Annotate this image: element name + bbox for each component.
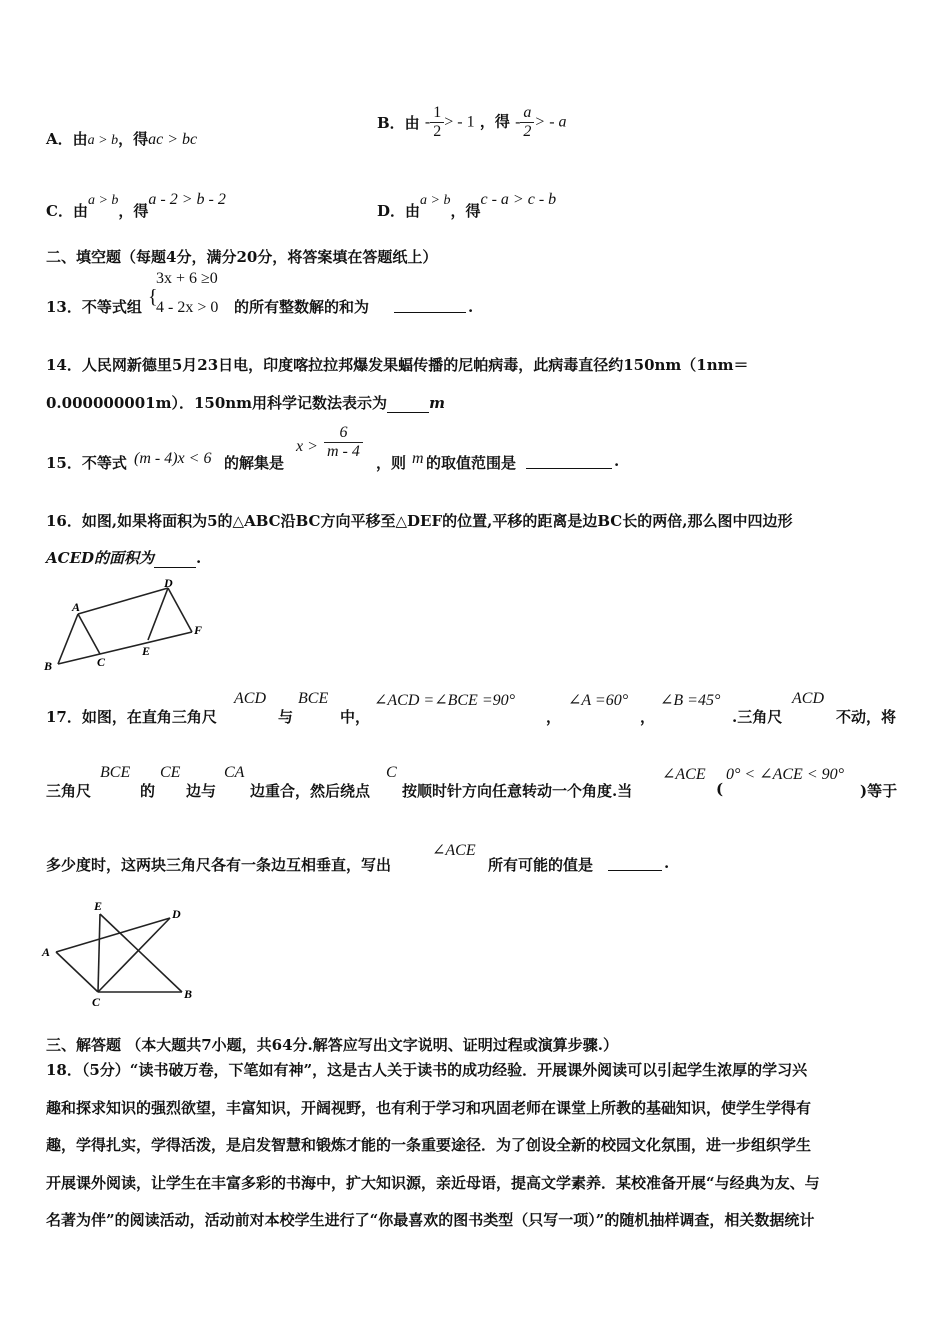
question-17-line3: 多少度时，这两块三角尺各有一条边互相垂直，写出 ∠ACE 所有可能的值是 . bbox=[46, 842, 670, 874]
q18-line: 开展课外阅读，让学生在丰富多彩的书海中，扩大知识源，亲近母语，提高文学素养．某校准备开展“与经典为友、与 bbox=[46, 1173, 820, 1192]
fig16-label-d: D bbox=[164, 576, 173, 590]
section-2-heading: 二、填空题（每题4分，满分20分，将答案填在答题纸上） bbox=[46, 248, 438, 266]
question-17-line2: 三角尺 BCE 的 CE 边与 CA 边重合，然后绕点 C 按顺时针方向任意转动一个角度.当 ∠ACE ( 0° < ∠ACE < 90° )等于 bbox=[46, 764, 898, 800]
fig17-label-d: D bbox=[172, 907, 181, 921]
question-18 bbox=[46, 1052, 820, 1240]
option-a: A．由a > b，得ac > bc bbox=[46, 130, 198, 148]
answer-blank-16[interactable] bbox=[154, 549, 196, 568]
fig17-label-e: E bbox=[94, 899, 103, 913]
question-14-line1: 14．人民网新德里5月23日电，印度喀拉拉邦爆发果蝠传播的尼帕病毒，此病毒直径约150nm（1nm＝ bbox=[46, 356, 749, 374]
option-c: C．由a > b，得a - 2 > b - 2 bbox=[46, 191, 226, 220]
section-3-heading: 三、解答题 （本大题共7小题，共64分.解答应写出文字说明、证明过程或演算步骤.） bbox=[46, 1036, 618, 1054]
question-14-line2: 0.000000001m）．150nm用科学记数法表示为 m bbox=[46, 394, 445, 412]
fig16-label-b: B bbox=[44, 659, 53, 673]
figure-16-parallelogram bbox=[40, 574, 220, 674]
fig16-label-a: A bbox=[72, 600, 81, 614]
q18-line: 名著为伴”的阅读活动，活动前对本校学生进行了“你最喜欢的图书类型（只写一项）”的随机抽样调查，相关数据统计 bbox=[46, 1211, 815, 1229]
q18-line: 趣和探求知识的强烈欲望，丰富知识，开阔视野，也有利于学习和巩固老师在课堂上所教的基础知识，使学生学得有 bbox=[46, 1098, 812, 1117]
fig16-label-c: C bbox=[97, 655, 106, 669]
fig16-label-e: E bbox=[142, 644, 151, 658]
question-16-line1: 16．如图,如果将面积为5的△ABC沿BC方向平移至△DEF的位置,平移的距离是边BC长的两倍,那么图中四边形 bbox=[46, 512, 793, 530]
answer-blank-14[interactable] bbox=[387, 394, 429, 413]
answer-blank-13[interactable] bbox=[394, 312, 466, 313]
figure-17-triangles bbox=[40, 896, 210, 1012]
option-d: D．由a > b，得c - a > c - b bbox=[377, 191, 557, 220]
question-16-line2: ACED的面积为 . bbox=[46, 549, 202, 567]
fig16-label-f: F bbox=[194, 623, 203, 637]
question-17-line1: 17．如图，在直角三角尺 ACD 与 BCE 中， ∠ACD =∠BCE =90° ， ∠A =60° ， ∠B =45° .三角尺 ACD 不动，将 bbox=[46, 690, 897, 726]
answer-blank-15[interactable] bbox=[526, 468, 612, 469]
q18-line: 18．（5分）“读书破万卷，下笔如有神”，这是古人关于读书的成功经验．开展课外阅读可以引起学生浓厚的学习兴 bbox=[46, 1061, 808, 1079]
option-b: B．由 - $\frac{1}{2}$ > - 1 ，得 - $\frac{a}{2}$ > - a bbox=[377, 104, 567, 140]
fig17-label-b: B bbox=[184, 987, 193, 1001]
q18-line: 趣，学得扎实，学得活泼，是启发智慧和锻炼才能的一条重要途径．为了创设全新的校园文化氛围，进一步组织学生 bbox=[46, 1136, 812, 1154]
fig17-label-c: C bbox=[92, 995, 101, 1009]
fig17-label-a: A bbox=[42, 945, 51, 959]
answer-blank-17[interactable] bbox=[608, 870, 662, 871]
